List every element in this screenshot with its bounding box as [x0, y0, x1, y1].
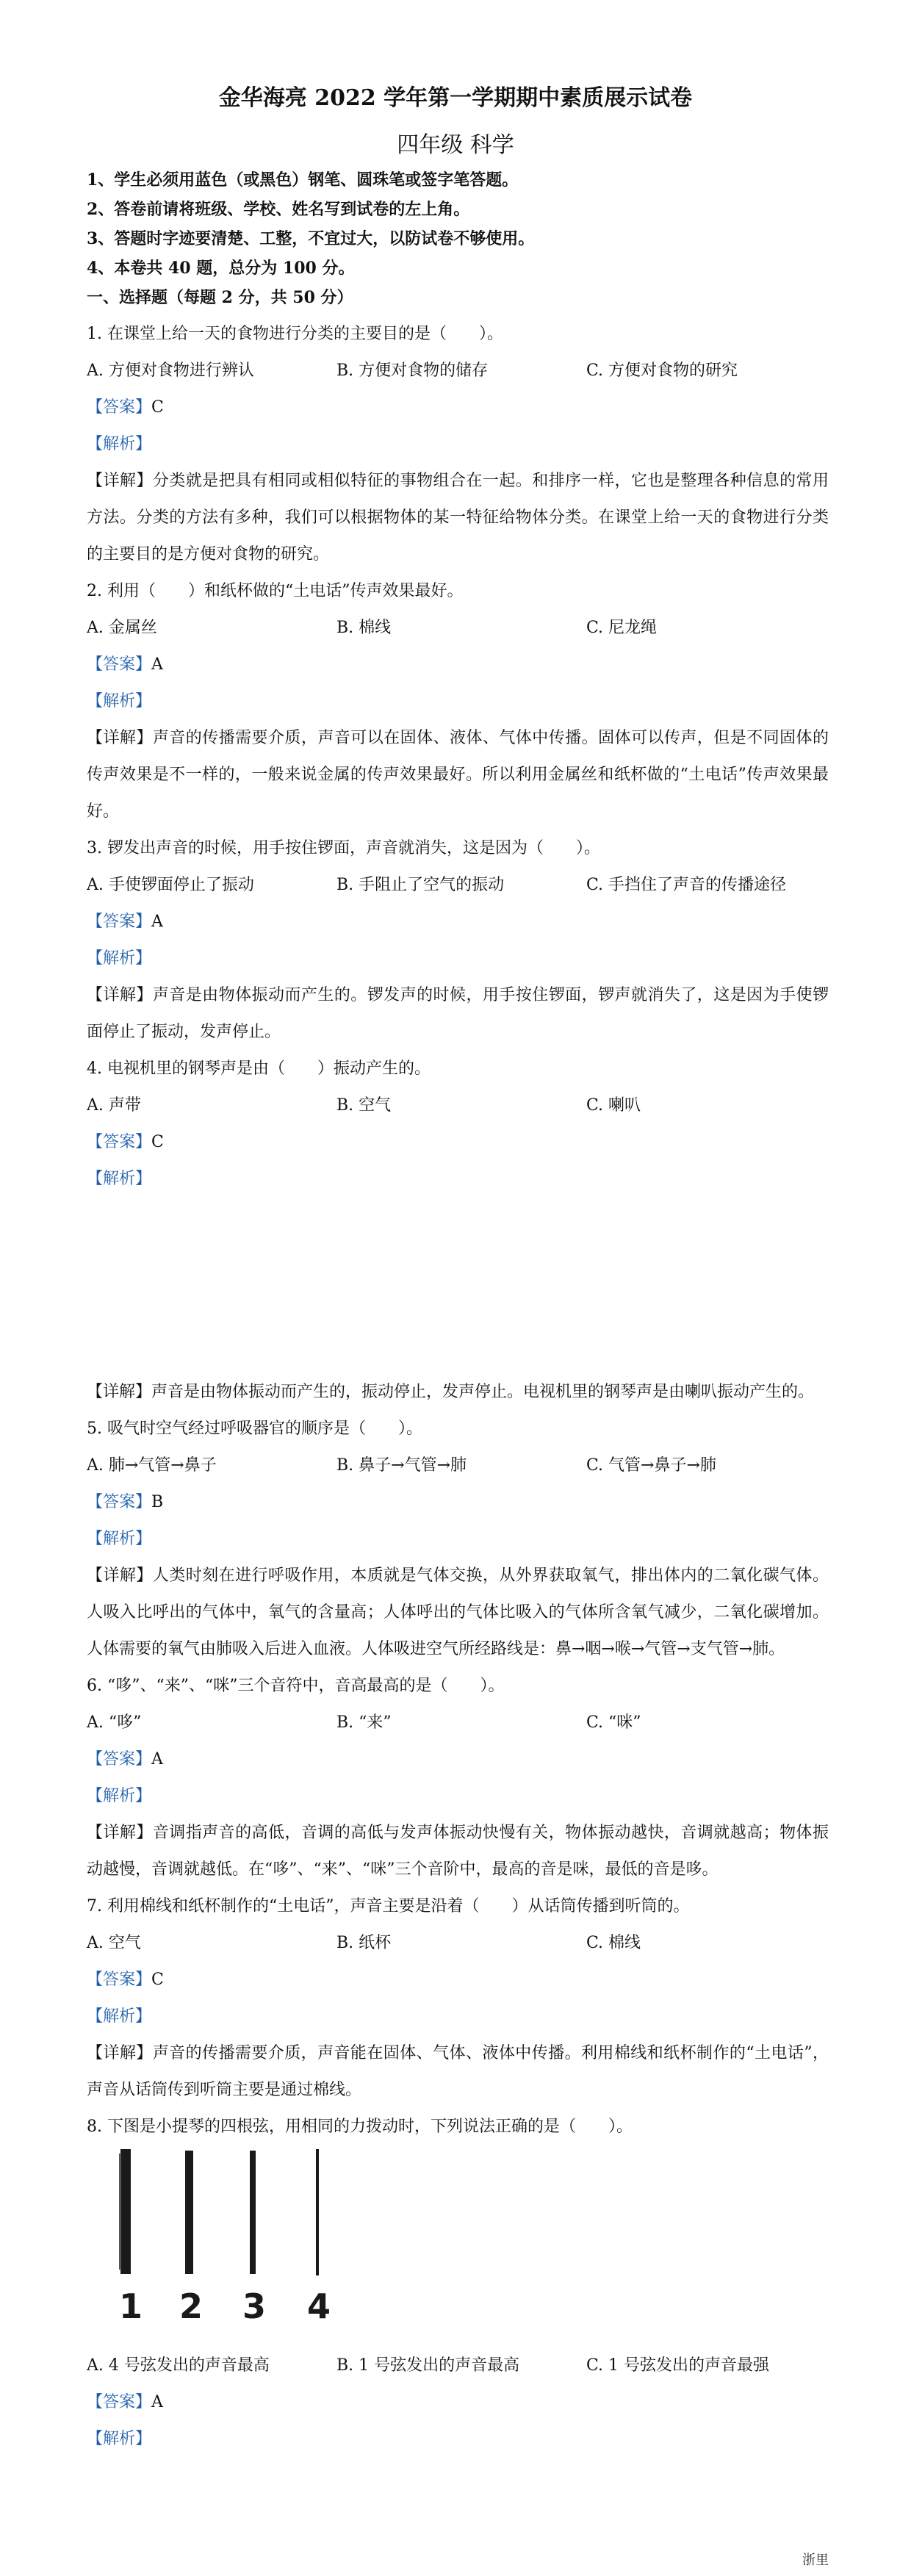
question-6-answer — [87, 1749, 829, 1771]
question-8-analysis-label: 【解析】 — [87, 2430, 152, 2448]
question-2-stem: 2. 利用（ ）和纸杯做的“土电话”传声效果最好。 — [87, 582, 464, 600]
question-7-analysis-label: 【解析】 — [87, 2007, 152, 2026]
instruction-3: 3、答题时字迹要清楚、工整，不宜过大，以防试卷不够使用。 — [87, 229, 535, 248]
answer-label: 【答案】 — [87, 398, 152, 417]
answer-value: A — [151, 655, 163, 674]
question-8-answer — [87, 2392, 829, 2414]
question-4-analysis-label: 【解析】 — [87, 1170, 152, 1188]
question-1-option-a: A. 方便对食物进行辨认 — [87, 361, 254, 380]
question-3-detail: 【详解】声音是由物体振动而产生的。锣发声的时候，用手按住锣面，锣声就消失了，这是因为手使锣面停止了振动，发声停止。 — [87, 986, 829, 1041]
question-6-analysis-label: 【解析】 — [87, 1787, 152, 1805]
question-3-analysis-label: 【解析】 — [87, 949, 152, 968]
question-5-detail: 【详解】人类时刻在进行呼吸作用，本质就是气体交换，从外界获取氧气，排出体内的二氧化碳气体。人吸入比呼出的气体中，氧气的含量高；人体呼出的气体比吸入的气体所含氧气减少，二氧化碳增加。人体需要的氧气由肺吸入后进入血液。人体吸进空气所经路线是：鼻→咽→喉→气管→支气管→肺。 — [87, 1566, 829, 1658]
question-1-option-b: B. 方便对食物的储存 — [336, 361, 489, 380]
question-4-answer — [87, 1132, 829, 1154]
string-label-2: 2 — [179, 2287, 204, 2325]
answer-label: 【答案】 — [87, 1750, 152, 1769]
question-2-option-b: B. 棉线 — [336, 619, 392, 637]
answer-value: A — [151, 1750, 163, 1769]
question-8-option-b: B. 1 号弦发出的声音最高 — [336, 2356, 520, 2375]
question-8-option-c: C. 1 号弦发出的声音最强 — [586, 2356, 770, 2375]
question-4-stem: 4. 电视机里的钢琴声是由（ ）振动产生的。 — [87, 1059, 431, 1078]
question-3-option-a: A. 手使锣面停止了振动 — [87, 876, 254, 894]
string-label-3: 3 — [242, 2287, 267, 2325]
answer-label: 【答案】 — [87, 1493, 152, 1511]
question-8-stem: 8. 下图是小提琴的四根弦，用相同的力拨动时，下列说法正确的是（ ）。 — [87, 2118, 633, 2136]
answer-label: 【答案】 — [87, 913, 152, 931]
answer-label: 【答案】 — [87, 1133, 152, 1151]
question-7-detail: 【详解】声音的传播需要介质，声音能在固体、气体、液体中传播。利用棉线和纸杯制作的“土电话”，声音从话筒传到听筒主要是通过棉线。 — [87, 2044, 829, 2099]
question-8-option-a: A. 4 号弦发出的声音最高 — [87, 2356, 270, 2375]
question-1-stem: 1. 在课堂上给一天的食物进行分类的主要目的是（ ）。 — [87, 325, 503, 343]
question-2-answer — [87, 654, 829, 676]
string-label-1: 1 — [119, 2287, 143, 2325]
question-7-stem: 7. 利用棉线和纸杯制作的“土电话”，声音主要是沿着（ ）从话筒传播到听筒的。 — [87, 1897, 690, 1915]
question-1-detail: 【详解】分类就是把具有相同或相似特征的事物组合在一起。和排序一样，它也是整理各种信息的常用方法。分类的方法有多种，我们可以根据物体的某一特征给物体分类。在课堂上给一天的食物进行分类的主要目的是方便对食物的研究。 — [87, 472, 829, 564]
question-7-option-b: B. 纸杯 — [336, 1934, 392, 1952]
question-1-option-c: C. 方便对食物的研究 — [586, 361, 738, 380]
instruction-2: 2、答卷前请将班级、学校、姓名写到试卷的左上角。 — [87, 200, 470, 219]
answer-value: B — [151, 1493, 164, 1511]
question-6-stem: 6. “哆”、“来”、“咪”三个音符中，音高最高的是（ ）。 — [87, 1677, 505, 1695]
question-7-option-a: A. 空气 — [87, 1934, 141, 1952]
answer-value: A — [151, 913, 163, 931]
answer-label: 【答案】 — [87, 2393, 152, 2411]
question-7-option-c: C. 棉线 — [586, 1934, 641, 1952]
question-1-answer — [87, 397, 829, 419]
answer-value: C — [151, 1971, 164, 1989]
question-2-option-c: C. 尼龙绳 — [586, 619, 658, 637]
question-6-option-b: B. “来” — [336, 1713, 392, 1732]
string-4 — [316, 2149, 319, 2275]
answer-value: C — [151, 398, 164, 417]
question-5-option-a: A. 肺→气管→鼻子 — [87, 1456, 217, 1475]
string-label-4: 4 — [307, 2287, 331, 2325]
question-2-option-a: A. 金属丝 — [87, 619, 157, 637]
question-5-option-b: B. 鼻子→气管→肺 — [336, 1456, 467, 1475]
question-6-detail: 【详解】音调指声音的高低，音调的高低与发声体振动快慢有关，物体振动越快，音调就越高；物体振动越慢，音调就越低。在“哆”、“来”、“咪”三个音阶中，最高的音是咪，最低的音是哆。 — [87, 1824, 829, 1879]
question-3-option-c: C. 手挡住了声音的传播途径 — [586, 876, 787, 894]
exam-title: 金华海亮 2022 学年第一学期期中素质展示试卷 — [218, 85, 693, 111]
question-4-option-a: A. 声带 — [87, 1096, 141, 1115]
answer-value: A — [151, 2393, 163, 2411]
question-5-stem: 5. 吸气时空气经过呼吸器官的顺序是（ ）。 — [87, 1420, 422, 1438]
question-5-analysis-label: 【解析】 — [87, 1530, 152, 1548]
question-3-answer — [87, 911, 829, 933]
question-4-option-b: B. 空气 — [336, 1096, 392, 1115]
answer-label: 【答案】 — [87, 655, 152, 674]
string-1-edge — [119, 2154, 121, 2270]
question-3-option-b: B. 手阻止了空气的振动 — [336, 876, 505, 894]
question-6-option-c: C. “咪” — [586, 1713, 641, 1732]
question-3-stem: 3. 锣发出声音的时候，用手按住锣面，声音就消失，这是因为（ ）。 — [87, 839, 600, 857]
question-4-detail: 【详解】声音是由物体振动而产生的，振动停止，发声停止。电视机里的钢琴声是由喇叭振动产生的。 — [87, 1383, 815, 1401]
exam-subtitle: 四年级 科学 — [397, 132, 514, 158]
page-footer: 浙里 — [802, 2552, 829, 2568]
string-3 — [250, 2151, 256, 2274]
section-title: 一、选择题（每题 2 分，共 50 分） — [87, 288, 353, 307]
question-5-option-c: C. 气管→鼻子→肺 — [586, 1456, 716, 1475]
question-5-answer — [87, 1492, 829, 1514]
instruction-4: 4、本卷共 40 题，总分为 100 分。 — [87, 259, 355, 278]
question-2-detail: 【详解】声音的传播需要介质，声音可以在固体、液体、气体中传播。固体可以传声，但是不同固体的传声效果是不一样的，一般来说金属的传声效果最好。所以利用金属丝和纸杯做的“土电话”传声效果最好。 — [87, 729, 829, 821]
answer-label: 【答案】 — [87, 1971, 152, 1989]
string-1 — [120, 2149, 131, 2274]
question-1-analysis-label: 【解析】 — [87, 435, 152, 453]
question-6-option-a: A. “哆” — [87, 1713, 142, 1732]
instruction-1: 1、学生必须用蓝色（或黑色）钢笔、圆珠笔或签字笔答题。 — [87, 170, 519, 190]
string-2 — [185, 2151, 193, 2274]
answer-value: C — [151, 1133, 164, 1151]
violin-strings-figure — [103, 2134, 382, 2325]
question-4-option-c: C. 喇叭 — [586, 1096, 641, 1115]
question-7-answer — [87, 1969, 829, 1991]
question-2-analysis-label: 【解析】 — [87, 692, 152, 710]
